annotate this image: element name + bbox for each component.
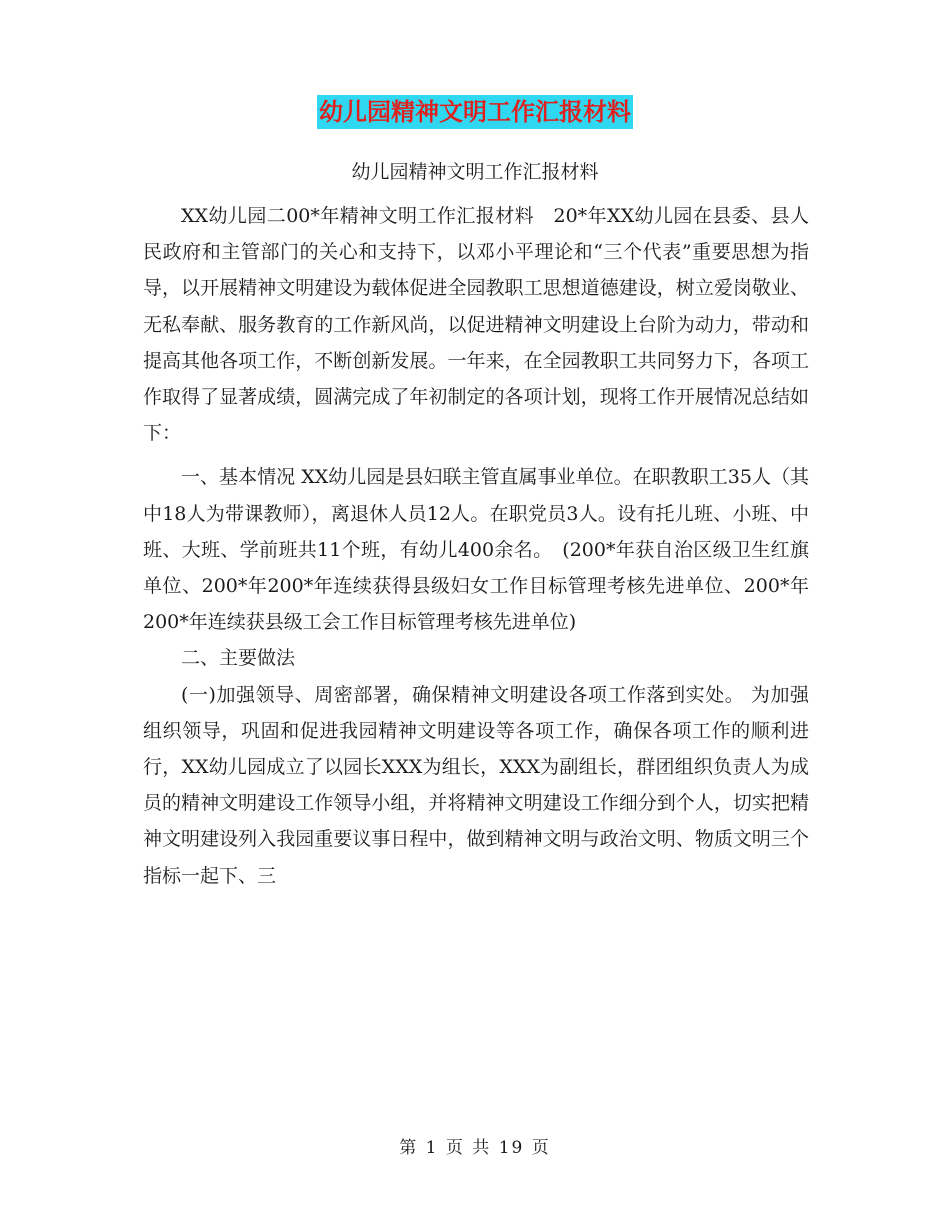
document-subtitle: 幼儿园精神文明工作汇报材料 bbox=[351, 161, 599, 183]
page-title-text: 幼儿园精神文明工作汇报材料 bbox=[317, 95, 633, 129]
section-heading-main-practices: 二、主要做法 bbox=[181, 647, 296, 670]
document-body bbox=[143, 198, 809, 894]
paragraph-intro: XX幼儿园二00*年精神文明工作汇报材料 20*年XX幼儿园在县委、县人民政府和主管部门的关心和支持下，以邓小平理论和“三个代表”重要思想为指导，以开展精神文明建设为载体促进全园教职工思想道德建设，树立爱岗敬业、无私奉献、服务教育的工作新风尚，以促进精神文明建设上台阶为动力，带动和提高其他各项工作，不断创新发展。一年来，在全园教职工共同努力下，各项工作取得了显著成绩，圆满完成了年初制定的各项计划，现将工作开展情况总结如下： bbox=[143, 205, 809, 445]
page-footer: 第 1 页 共 19 页 bbox=[399, 1138, 551, 1158]
paragraph-basic-info: 一、基本情况 XX幼儿园是县妇联主管直属事业单位。在职教职工35人（其中18人为带课教师），离退休人员12人。在职党员3人。设有托儿班、小班、中班、大班、学前班共11个班，有幼儿400余名。 (200*年获自治区级卫生红旗单位、200*年200*年连续获得县级妇女工作目标管理考核先进单位、200*年200*年连续获县级工会工作目标管理考核先进单位) bbox=[143, 466, 809, 634]
paragraph-leadership: (一)加强领导、周密部署，确保精神文明建设各项工作落到实处。 为加强组织领导，巩固和促进我园精神文明建设等各项工作，确保各项工作的顺利进行，XX幼儿园成立了以园长XXX为组长，XXX为副组长，群团组织负责人为成员的精神文明建设工作领导小组，并将精神文明建设工作细分到个人，切实把精神文明建设列入我园重要议事日程中，做到精神文明与政治文明、物质文明三个指标一起下、三 bbox=[143, 683, 809, 887]
page-title bbox=[0, 90, 950, 129]
